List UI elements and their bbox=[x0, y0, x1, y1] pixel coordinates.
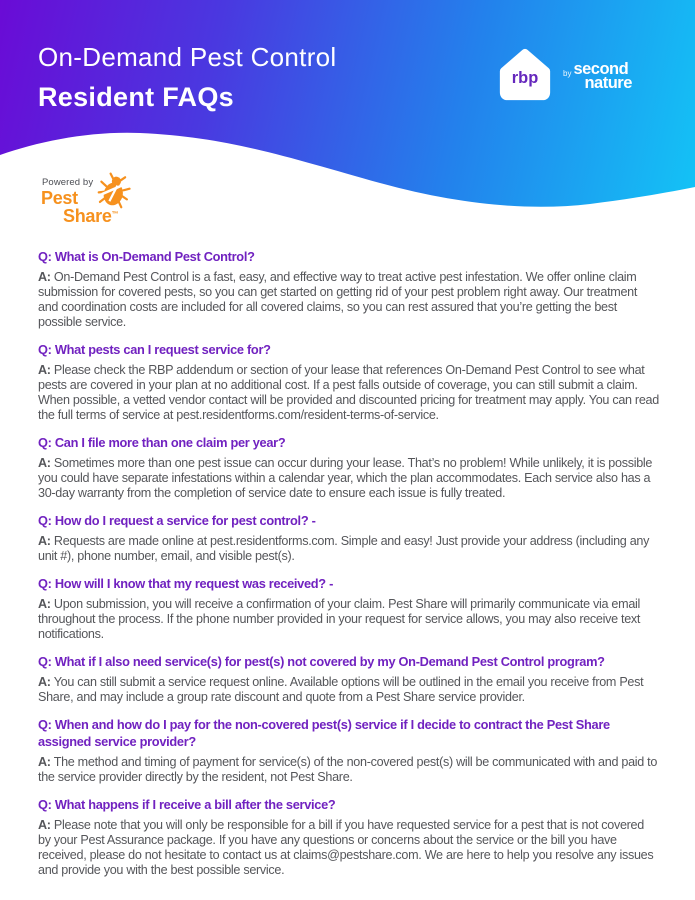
pest-share-word-share: Share™ bbox=[63, 206, 119, 226]
faq-item bbox=[38, 653, 659, 705]
faq-question: Q: How do I request a service for pest control? - bbox=[38, 513, 316, 528]
faq-answer: A: Please note that you will only be responsible for a bill if you have requested service for a pest that is not covered by your Pest Assurance package. If you have any questions or concerns about the service or the bill you have received, please do not hesitate to contact us at claims@pestshare.com. We are here to help you resolve any issues and provide you with the best possible service. bbox=[38, 818, 654, 877]
faq-question: Q: Can I file more than one claim per year? bbox=[38, 435, 286, 450]
faq-list bbox=[0, 240, 695, 878]
second-nature-wordmark bbox=[563, 62, 632, 90]
faq-answer: A: Sometimes more than one pest issue can occur during your lease. That’s no problem! While unlikely, it is possible you could have separate infestations within a calendar year, which the plan accommodates. Each service also has a 30-day warranty from the completion of service date to ensure each issue is fully treated. bbox=[38, 456, 653, 500]
powered-by-label: Powered by bbox=[42, 177, 94, 188]
faq-question: Q: What is On-Demand Pest Control? bbox=[38, 249, 255, 264]
faq-question: Q: What pests can I request service for? bbox=[38, 342, 271, 357]
faq-answer: A: Please check the RBP addendum or section of your lease that references On-Demand Pest Control to see what pests are covered in your plan at no additional cost. If a pest falls outside of coverage, you can still submit a claim. When possible, a vetted vendor contact will be provided and discounted pricing for treatment may apply. You can read the full terms of service at pest.residentforms.com/resident-terms-of-service. bbox=[38, 363, 659, 422]
rbp-logo-text: rbp bbox=[511, 68, 539, 87]
faq-item bbox=[38, 512, 659, 564]
faq-item bbox=[38, 575, 659, 642]
faq-answer: A: You can still submit a service request online. Available options will be outlined in the email you receive from Pest Share, and may include a group rate discount and quote from a Pest Share service provider. bbox=[38, 675, 644, 704]
faq-question: Q: What happens if I receive a bill after the service? bbox=[38, 797, 336, 812]
faq-answer: A: The method and timing of payment for service(s) of the non-covered pest(s) will be communicated with and paid to the service provider directly by the resident, not Pest Share. bbox=[38, 755, 658, 784]
page-title bbox=[38, 42, 337, 113]
faq-question: Q: How will I know that my request was received? - bbox=[38, 576, 334, 591]
page-title-line2: Resident FAQs bbox=[38, 82, 234, 112]
faq-answer: A: Requests are made online at pest.residentforms.com. Simple and easy! Just provide your address (including any unit #), phone number, email, and visible pest(s). bbox=[38, 534, 650, 563]
rbp-second-nature-logo bbox=[496, 44, 632, 108]
rbp-house-icon bbox=[496, 44, 554, 108]
faq-question: Q: What if I also need service(s) for pest(s) not covered by my On-Demand Pest Control program? bbox=[38, 654, 605, 669]
pest-share-logo bbox=[38, 171, 168, 233]
faq-item bbox=[38, 248, 659, 330]
page-header bbox=[0, 0, 695, 240]
pest-share-word-pest: Pest bbox=[41, 188, 78, 208]
brand-word-second: second bbox=[573, 60, 629, 78]
faq-answer: A: On-Demand Pest Control is a fast, easy, and effective way to treat active pest infestation. We offer online claim submission for covered pests, so you can get started on getting rid of your pest problem right away. Our treatment and coordination costs are included for all covered claims, so you can rest assured that you’re getting the best possible service. bbox=[38, 270, 638, 329]
faq-answer: A: Upon submission, you will receive a confirmation of your claim. Pest Share will primarily communicate via email throughout the process. If the phone number provided in your request for service allows, you may also receive text notifications. bbox=[38, 597, 641, 641]
by-label: by bbox=[563, 69, 572, 78]
bug-icon bbox=[96, 172, 132, 210]
faq-item bbox=[38, 341, 659, 423]
faq-item bbox=[38, 796, 659, 878]
faq-question: Q: When and how do I pay for the non-covered pest(s) service if I decide to contract the Pest Share assigned service provider? bbox=[38, 717, 610, 749]
faq-item bbox=[38, 716, 659, 785]
faq-item bbox=[38, 434, 659, 501]
trademark-symbol: ™ bbox=[111, 211, 119, 218]
brand-word-nature: nature bbox=[584, 74, 632, 92]
page-title-line1: On-Demand Pest Control bbox=[38, 42, 337, 72]
